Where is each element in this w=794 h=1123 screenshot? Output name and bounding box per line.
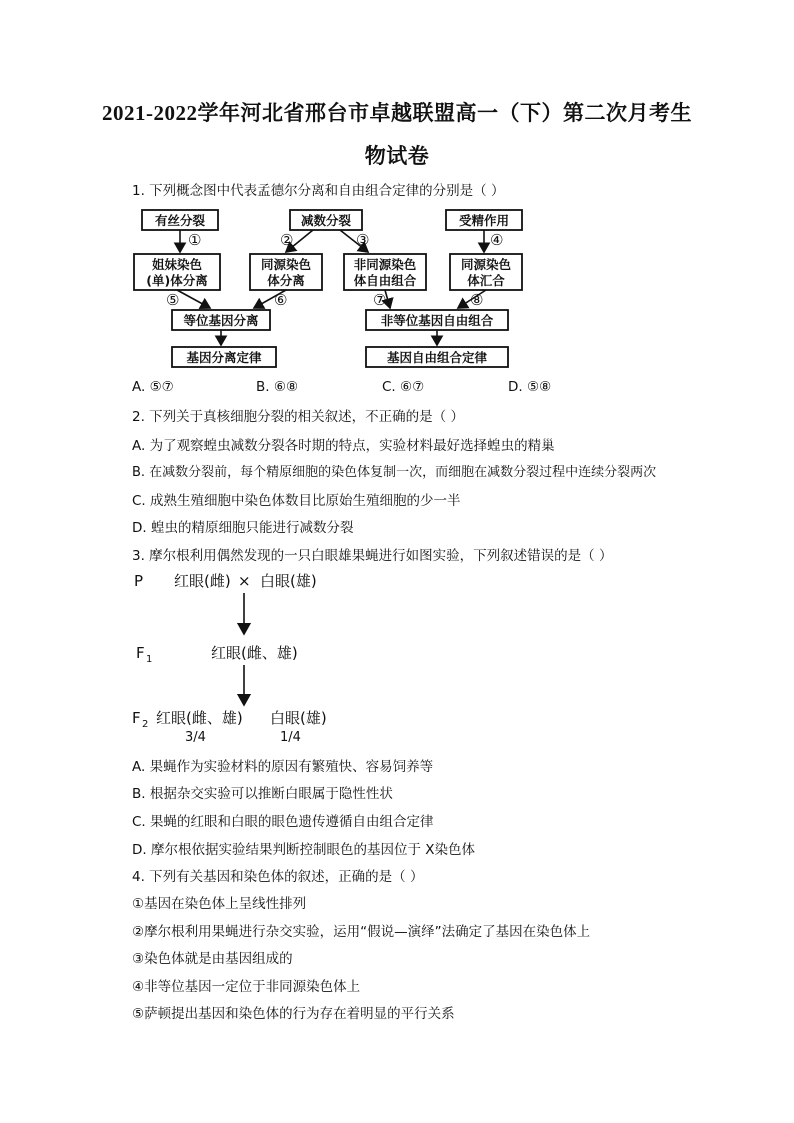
num-7: ⑦	[373, 291, 387, 309]
q4-item-2: ②摩尔根利用果蝇进行杂交实验，运用“假说—演绎”法确定了基因在染色体上	[132, 924, 591, 940]
num-8: ⑧	[470, 291, 484, 309]
num-3: ③	[356, 231, 370, 249]
box-nonallele-label: 非等位基因自由组合	[380, 313, 494, 328]
q3-stem: 3. 摩尔根利用偶然发现的一只白眼雄果蝇进行如图实验，下列叙述错误的是（ ）	[132, 548, 613, 564]
paper-title-line1: 2021-2022学年河北省邢台市卓越联盟高一（下）第二次月考生	[102, 101, 692, 125]
box-homo-pair-label-2: 体汇合	[467, 273, 505, 288]
box-nonhomo-label-2: 体自由组合	[353, 273, 417, 288]
q4-item-3: ③染色体就是由基因组成的	[132, 951, 293, 967]
q3-option-c: C. 果蝇的红眼和白眼的眼色遗传遵循自由组合定律	[132, 814, 434, 830]
box-homo-pair-label-1: 同源染色	[460, 257, 512, 272]
q3-cross-diagram	[128, 566, 358, 746]
cross-f1-phenotype: 红眼(雌、雄)	[211, 644, 298, 662]
arrow-5	[177, 290, 210, 308]
box-allele-sep-label: 等位基因分离	[183, 313, 259, 328]
q2-option-b: B. 在减数分裂前，每个精原细胞的染色体复制一次，而细胞在减数分裂过程中连续分裂两次	[132, 465, 657, 480]
cross-p-label: P	[134, 572, 144, 590]
q1-option-b: B. ⑥⑧	[256, 379, 299, 395]
cross-f1-sub: 1	[146, 654, 153, 665]
q3-option-d: D. 摩尔根依据实验结果判断控制眼色的基因位于 X染色体	[132, 842, 476, 858]
box-homo-sep-label-1: 同源染色	[260, 257, 312, 272]
cross-f2-label: F	[132, 709, 141, 727]
cross-times: ×	[238, 572, 251, 590]
num-4: ④	[490, 231, 504, 249]
cross-ratio-white: 1/4	[280, 730, 301, 745]
q1-concept-diagram	[128, 204, 528, 370]
box-law-sep-label: 基因分离定律	[186, 350, 262, 365]
q1-option-d: D. ⑤⑧	[508, 379, 552, 395]
num-5: ⑤	[166, 291, 180, 309]
cross-p-female: 红眼(雌)	[174, 572, 231, 590]
box-homo-sep-label-2: 体分离	[267, 273, 305, 288]
cross-ratio-red: 3/4	[185, 730, 206, 745]
q2-option-c: C. 成熟生殖细胞中染色体数目比原始生殖细胞的少一半	[132, 493, 461, 509]
q4-stem: 4. 下列有关基因和染色体的叙述，正确的是（ ）	[132, 869, 424, 885]
num-2: ②	[280, 231, 294, 249]
box-sister-label-1: 姐妹染色	[151, 257, 203, 272]
box-law-free-label: 基因自由组合定律	[386, 350, 488, 365]
q4-item-1: ①基因在染色体上呈线性排列	[132, 896, 307, 912]
box-nonhomo-label-1: 非同源染色	[353, 257, 417, 272]
box-fertilization-label: 受精作用	[458, 213, 510, 228]
cross-f2-white: 白眼(雄)	[270, 709, 327, 727]
q1-option-a: A. ⑤⑦	[132, 379, 174, 395]
q3-option-a: A. 果蝇作为实验材料的原因有繁殖快、容易饲养等	[132, 759, 434, 775]
num-6: ⑥	[274, 291, 288, 309]
q4-item-4: ④非等位基因一定位于非同源染色体上	[132, 979, 361, 995]
paper-title-line2: 物试卷	[364, 144, 430, 168]
cross-f2-red: 红眼(雌、雄)	[156, 709, 243, 727]
q1-option-c: C. ⑥⑦	[382, 379, 425, 395]
cross-p-male: 白眼(雄)	[260, 572, 317, 590]
num-1: ①	[188, 231, 202, 249]
q3-option-b: B. 根据杂交实验可以推断白眼属于隐性性状	[132, 786, 393, 802]
q2-stem: 2. 下列关于真核细胞分裂的相关叙述，不正确的是（ ）	[132, 409, 464, 425]
cross-f2-sub: 2	[142, 719, 149, 730]
q4-item-5: ⑤萨顿提出基因和染色体的行为存在着明显的平行关系	[132, 1006, 455, 1022]
q1-stem: 1. 下列概念图中代表孟德尔分离和自由组合定律的分别是（ ）	[132, 183, 505, 199]
box-meiosis-label: 减数分裂	[300, 213, 352, 228]
q2-option-d: D. 蝗虫的精原细胞只能进行减数分裂	[132, 520, 354, 536]
q2-option-a: A. 为了观察蝗虫减数分裂各时期的特点，实验材料最好选择蝗虫的精巢	[132, 438, 555, 454]
box-sister-label-2: (单)体分离	[146, 273, 208, 288]
cross-f1-label: F	[136, 644, 145, 662]
box-mitosis-label: 有丝分裂	[154, 213, 206, 228]
